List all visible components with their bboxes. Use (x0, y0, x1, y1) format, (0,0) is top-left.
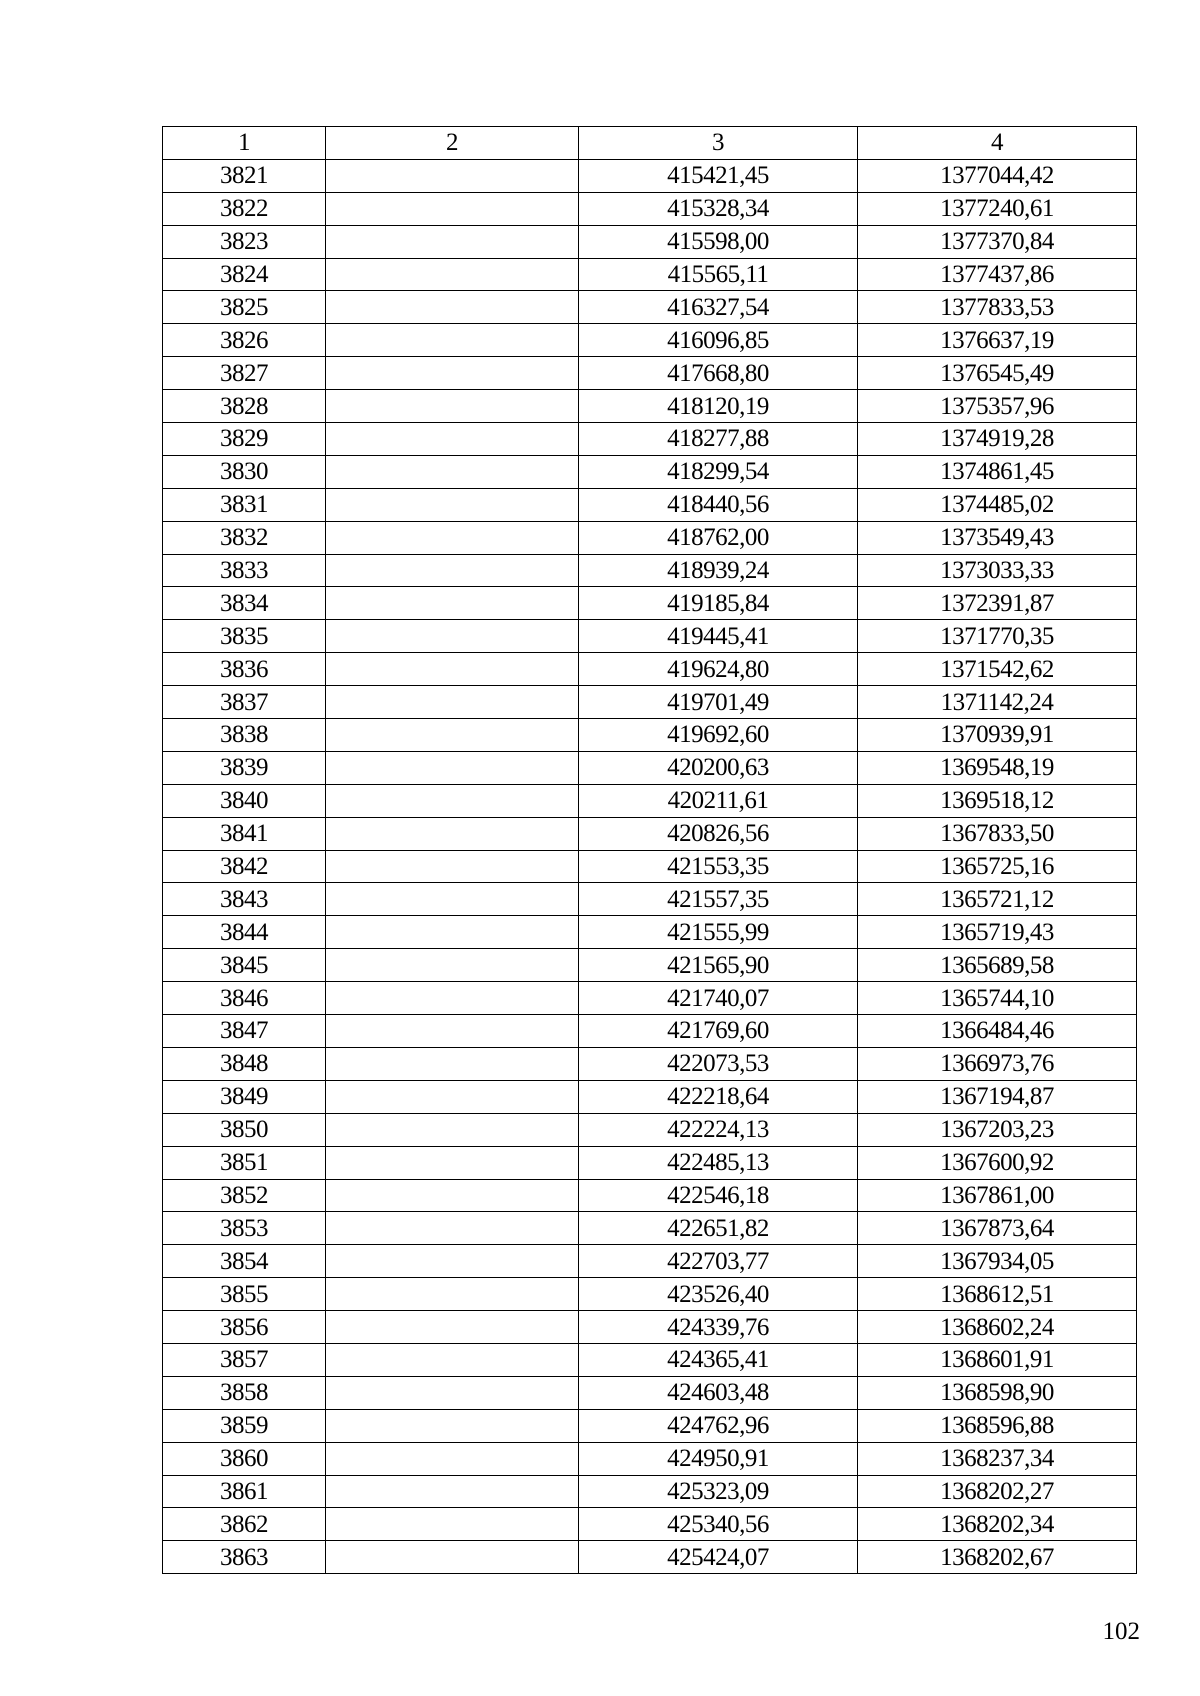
table-cell-col-2 (326, 357, 579, 390)
table-cell-col-3: 424950,91 (579, 1442, 858, 1475)
table-cell-col-4: 1369518,12 (858, 784, 1137, 817)
table-cell-col-3: 419185,84 (579, 587, 858, 620)
table-cell-col-3: 418440,56 (579, 488, 858, 521)
table-cell-col-3: 416096,85 (579, 324, 858, 357)
table-cell-col-3: 421769,60 (579, 1015, 858, 1048)
table-cell-col-1: 3828 (163, 390, 326, 423)
table-row (163, 1212, 1137, 1245)
table-row (163, 784, 1137, 817)
table-row (163, 324, 1137, 357)
table-row (163, 1080, 1137, 1113)
table-cell-col-3: 421553,35 (579, 850, 858, 883)
table-row (163, 1343, 1137, 1376)
table-cell-col-2 (326, 521, 579, 554)
table-cell-col-4: 1373549,43 (858, 521, 1137, 554)
table-cell-col-3: 415598,00 (579, 225, 858, 258)
table-cell-col-4: 1371142,24 (858, 686, 1137, 719)
table-cell-col-1: 3829 (163, 423, 326, 456)
table-cell-col-2 (326, 982, 579, 1015)
table-cell-col-3: 418120,19 (579, 390, 858, 423)
table-cell-col-4: 1374485,02 (858, 488, 1137, 521)
table-cell-col-1: 3848 (163, 1047, 326, 1080)
table-cell-col-1: 3839 (163, 751, 326, 784)
table-cell-col-1: 3854 (163, 1245, 326, 1278)
table-cell-col-2 (326, 1409, 579, 1442)
table-cell-col-2 (326, 653, 579, 686)
table-cell-col-3: 422485,13 (579, 1146, 858, 1179)
table-cell-col-1: 3851 (163, 1146, 326, 1179)
table-cell-col-2 (326, 1015, 579, 1048)
table-cell-col-3: 419445,41 (579, 620, 858, 653)
table-cell-col-3: 418299,54 (579, 455, 858, 488)
table-cell-col-1: 3822 (163, 192, 326, 225)
table-cell-col-1: 3849 (163, 1080, 326, 1113)
table-cell-col-2 (326, 1442, 579, 1475)
table-row (163, 1047, 1137, 1080)
column-header-4: 4 (858, 127, 1137, 160)
table-cell-col-1: 3837 (163, 686, 326, 719)
table-cell-col-3: 420200,63 (579, 751, 858, 784)
page-number: 102 (1102, 1618, 1140, 1645)
coordinates-table (162, 126, 1137, 1574)
table-cell-col-3: 419692,60 (579, 719, 858, 752)
table-cell-col-1: 3843 (163, 883, 326, 916)
table-cell-col-2 (326, 554, 579, 587)
table-row (163, 225, 1137, 258)
table-cell-col-3: 422651,82 (579, 1212, 858, 1245)
table-cell-col-1: 3863 (163, 1541, 326, 1574)
table-cell-col-1: 3835 (163, 620, 326, 653)
table-cell-col-4: 1374861,45 (858, 455, 1137, 488)
table-cell-col-1: 3838 (163, 719, 326, 752)
table-cell-col-3: 424365,41 (579, 1343, 858, 1376)
table-cell-col-1: 3840 (163, 784, 326, 817)
table-cell-col-2 (326, 1475, 579, 1508)
table-row (163, 390, 1137, 423)
table-cell-col-2 (326, 883, 579, 916)
table-cell-col-2 (326, 192, 579, 225)
table-cell-col-1: 3824 (163, 258, 326, 291)
table-cell-col-1: 3825 (163, 291, 326, 324)
table-row (163, 949, 1137, 982)
table-row (163, 423, 1137, 456)
table-cell-col-4: 1365719,43 (858, 916, 1137, 949)
table-row (163, 587, 1137, 620)
table-cell-col-2 (326, 291, 579, 324)
table-cell-col-1: 3852 (163, 1179, 326, 1212)
table-cell-col-4: 1376545,49 (858, 357, 1137, 390)
table-row (163, 686, 1137, 719)
table-cell-col-1: 3861 (163, 1475, 326, 1508)
table-cell-col-1: 3832 (163, 521, 326, 554)
table-row (163, 192, 1137, 225)
table-cell-col-3: 424339,76 (579, 1311, 858, 1344)
table-row (163, 751, 1137, 784)
table-cell-col-3: 417668,80 (579, 357, 858, 390)
table-cell-col-2 (326, 258, 579, 291)
table-cell-col-2 (326, 1212, 579, 1245)
table-cell-col-4: 1377044,42 (858, 159, 1137, 192)
table-row (163, 488, 1137, 521)
column-header-3: 3 (579, 127, 858, 160)
table-cell-col-4: 1375357,96 (858, 390, 1137, 423)
table-cell-col-2 (326, 455, 579, 488)
table-cell-col-4: 1367833,50 (858, 817, 1137, 850)
table-cell-col-2 (326, 1080, 579, 1113)
table-header-row (163, 127, 1137, 160)
table-cell-col-2 (326, 1278, 579, 1311)
table-cell-col-2 (326, 949, 579, 982)
table-cell-col-4: 1368601,91 (858, 1343, 1137, 1376)
table-cell-col-3: 424603,48 (579, 1376, 858, 1409)
table-cell-col-4: 1365721,12 (858, 883, 1137, 916)
table-cell-col-2 (326, 1179, 579, 1212)
table-cell-col-1: 3821 (163, 159, 326, 192)
table-row (163, 1146, 1137, 1179)
table-cell-col-1: 3847 (163, 1015, 326, 1048)
table-cell-col-4: 1374919,28 (858, 423, 1137, 456)
table-cell-col-3: 425323,09 (579, 1475, 858, 1508)
table-cell-col-1: 3833 (163, 554, 326, 587)
table-row (163, 1409, 1137, 1442)
table-cell-col-2 (326, 1146, 579, 1179)
table-cell-col-3: 419701,49 (579, 686, 858, 719)
table-row (163, 850, 1137, 883)
table-cell-col-4: 1367600,92 (858, 1146, 1137, 1179)
table-cell-col-2 (326, 488, 579, 521)
table-cell-col-2 (326, 850, 579, 883)
table-cell-col-4: 1376637,19 (858, 324, 1137, 357)
table-cell-col-2 (326, 1508, 579, 1541)
table-cell-col-2 (326, 390, 579, 423)
table-cell-col-4: 1370939,91 (858, 719, 1137, 752)
table-cell-col-1: 3841 (163, 817, 326, 850)
table-cell-col-3: 425424,07 (579, 1541, 858, 1574)
table-row (163, 719, 1137, 752)
table-row (163, 1311, 1137, 1344)
table-cell-col-2 (326, 159, 579, 192)
table-cell-col-3: 418939,24 (579, 554, 858, 587)
table-cell-col-3: 421555,99 (579, 916, 858, 949)
table-cell-col-2 (326, 817, 579, 850)
table-cell-col-2 (326, 784, 579, 817)
table-cell-col-4: 1372391,87 (858, 587, 1137, 620)
table-row (163, 916, 1137, 949)
column-header-1: 1 (163, 127, 326, 160)
table-cell-col-2 (326, 686, 579, 719)
table-row (163, 1541, 1137, 1574)
table-cell-col-1: 3859 (163, 1409, 326, 1442)
table-cell-col-4: 1365689,58 (858, 949, 1137, 982)
table-cell-col-2 (326, 620, 579, 653)
table-cell-col-3: 418762,00 (579, 521, 858, 554)
table-cell-col-4: 1368202,67 (858, 1541, 1137, 1574)
table-cell-col-1: 3823 (163, 225, 326, 258)
table-cell-col-4: 1365725,16 (858, 850, 1137, 883)
table-cell-col-4: 1368602,24 (858, 1311, 1137, 1344)
table-row (163, 521, 1137, 554)
table-row (163, 1245, 1137, 1278)
table-row (163, 620, 1137, 653)
table-cell-col-2 (326, 1113, 579, 1146)
table-cell-col-3: 425340,56 (579, 1508, 858, 1541)
table-cell-col-1: 3853 (163, 1212, 326, 1245)
table-cell-col-1: 3855 (163, 1278, 326, 1311)
table-cell-col-2 (326, 587, 579, 620)
table-cell-col-4: 1377833,53 (858, 291, 1137, 324)
table-cell-col-4: 1368237,34 (858, 1442, 1137, 1475)
table-cell-col-3: 415565,11 (579, 258, 858, 291)
table-row (163, 817, 1137, 850)
table-cell-col-4: 1368598,90 (858, 1376, 1137, 1409)
table-cell-col-1: 3831 (163, 488, 326, 521)
table-cell-col-1: 3845 (163, 949, 326, 982)
table-cell-col-4: 1368612,51 (858, 1278, 1137, 1311)
table-row (163, 554, 1137, 587)
table-cell-col-2 (326, 225, 579, 258)
table-cell-col-3: 422546,18 (579, 1179, 858, 1212)
table-cell-col-4: 1368596,88 (858, 1409, 1137, 1442)
table-cell-col-2 (326, 1376, 579, 1409)
table-row (163, 1508, 1137, 1541)
table-cell-col-3: 423526,40 (579, 1278, 858, 1311)
table-cell-col-4: 1367203,23 (858, 1113, 1137, 1146)
table-row (163, 982, 1137, 1015)
table-row (163, 1475, 1137, 1508)
table-cell-col-3: 422224,13 (579, 1113, 858, 1146)
table-row (163, 1179, 1137, 1212)
table-cell-col-4: 1373033,33 (858, 554, 1137, 587)
table-cell-col-2 (326, 1343, 579, 1376)
table-row (163, 883, 1137, 916)
table-cell-col-2 (326, 423, 579, 456)
table-cell-col-3: 421740,07 (579, 982, 858, 1015)
table-cell-col-1: 3846 (163, 982, 326, 1015)
table-cell-col-3: 420211,61 (579, 784, 858, 817)
table-cell-col-4: 1366484,46 (858, 1015, 1137, 1048)
table-cell-col-4: 1371770,35 (858, 620, 1137, 653)
table-cell-col-2 (326, 1047, 579, 1080)
table-cell-col-4: 1369548,19 (858, 751, 1137, 784)
table-body (163, 159, 1137, 1573)
table-cell-col-3: 420826,56 (579, 817, 858, 850)
table-cell-col-1: 3842 (163, 850, 326, 883)
table-cell-col-1: 3830 (163, 455, 326, 488)
table-cell-col-3: 415328,34 (579, 192, 858, 225)
table-cell-col-3: 424762,96 (579, 1409, 858, 1442)
table-row (163, 455, 1137, 488)
table-cell-col-1: 3860 (163, 1442, 326, 1475)
table-row (163, 159, 1137, 192)
table-cell-col-1: 3827 (163, 357, 326, 390)
table-cell-col-1: 3856 (163, 1311, 326, 1344)
table-row (163, 1113, 1137, 1146)
table-cell-col-1: 3858 (163, 1376, 326, 1409)
table-row (163, 1376, 1137, 1409)
table-cell-col-4: 1367934,05 (858, 1245, 1137, 1278)
table-cell-col-3: 422218,64 (579, 1080, 858, 1113)
table-cell-col-4: 1366973,76 (858, 1047, 1137, 1080)
table-cell-col-2 (326, 1311, 579, 1344)
table-cell-col-3: 416327,54 (579, 291, 858, 324)
table-cell-col-4: 1367861,00 (858, 1179, 1137, 1212)
table-cell-col-4: 1377370,84 (858, 225, 1137, 258)
table-cell-col-2 (326, 1541, 579, 1574)
table-cell-col-3: 422703,77 (579, 1245, 858, 1278)
table-cell-col-4: 1371542,62 (858, 653, 1137, 686)
table-cell-col-2 (326, 324, 579, 357)
table-row (163, 291, 1137, 324)
column-header-2: 2 (326, 127, 579, 160)
table-cell-col-1: 3836 (163, 653, 326, 686)
table-row (163, 653, 1137, 686)
table-row (163, 258, 1137, 291)
table-cell-col-2 (326, 1245, 579, 1278)
table-cell-col-1: 3834 (163, 587, 326, 620)
table-row (163, 357, 1137, 390)
table-row (163, 1015, 1137, 1048)
table-cell-col-4: 1367194,87 (858, 1080, 1137, 1113)
table-cell-col-4: 1377437,86 (858, 258, 1137, 291)
table-cell-col-3: 419624,80 (579, 653, 858, 686)
table-cell-col-4: 1368202,27 (858, 1475, 1137, 1508)
table-cell-col-3: 415421,45 (579, 159, 858, 192)
table-cell-col-1: 3857 (163, 1343, 326, 1376)
table-cell-col-4: 1377240,61 (858, 192, 1137, 225)
table-cell-col-1: 3862 (163, 1508, 326, 1541)
table-cell-col-3: 418277,88 (579, 423, 858, 456)
table-cell-col-4: 1365744,10 (858, 982, 1137, 1015)
table-cell-col-3: 421557,35 (579, 883, 858, 916)
table-cell-col-2 (326, 751, 579, 784)
table-cell-col-3: 422073,53 (579, 1047, 858, 1080)
table-cell-col-1: 3844 (163, 916, 326, 949)
table-cell-col-1: 3826 (163, 324, 326, 357)
table-row (163, 1278, 1137, 1311)
table-cell-col-2 (326, 916, 579, 949)
table-row (163, 1442, 1137, 1475)
table-cell-col-2 (326, 719, 579, 752)
table-cell-col-1: 3850 (163, 1113, 326, 1146)
table-cell-col-3: 421565,90 (579, 949, 858, 982)
table-cell-col-4: 1367873,64 (858, 1212, 1137, 1245)
table-cell-col-4: 1368202,34 (858, 1508, 1137, 1541)
